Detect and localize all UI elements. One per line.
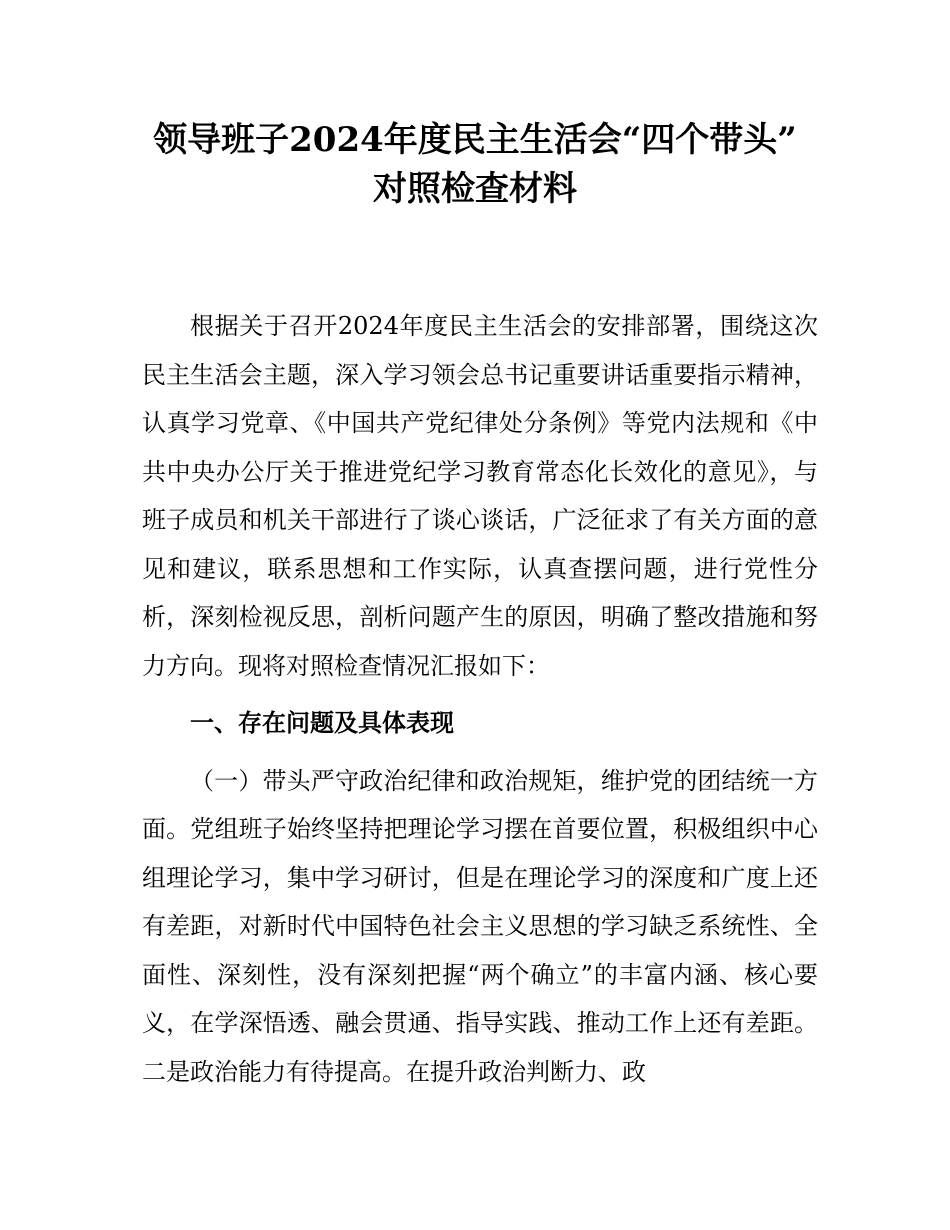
section-heading: 一、存在问题及具体表现 (190, 709, 454, 737)
intro-paragraph: 根据关于召开2024年度民主生活会的安排部署，围绕这次民主生活会主题，深入学习领会总书记重要讲话重要指示精神，认真学习党章、《中国共产党纪律处分条例》等党内法规和《中共中央办公厅关于推进党纪学习教育常态化长效化的意见》，与班子成员和机关干部进行了谈心谈话，广泛征求了有关方面的意见和建议，联系思想和工作实际，认真查摆问题，进行党性分析，深刻检视反思，剖析问题产生的原因，明确了整改措施和努力方向。现将对照检查情况汇报如下： (142, 312, 818, 680)
document-title-line-1: 领导班子2024年度民主生活会“四个带头” (153, 120, 797, 160)
document-body (142, 302, 818, 1096)
section-paragraph: （一）带头严守政治纪律和政治规矩，维护党的团结统一方面。党组班子始终坚持把理论学习摆在首要位置，积极组织中心组理论学习，集中学习研讨，但是在理论学习的深度和广度上还有差距，对新时代中国特色社会主义思想的学习缺乏系统性、全面性、深刻性，没有深刻把握“两个确立”的丰富内涵、核心要义，在学深悟透、融会贯通、指导实践、推动工作上还有差距。二是政治能力有待提高。在提升政治判断力、政 (142, 766, 818, 1086)
document-title-line-2: 对照检查材料 (373, 169, 577, 209)
